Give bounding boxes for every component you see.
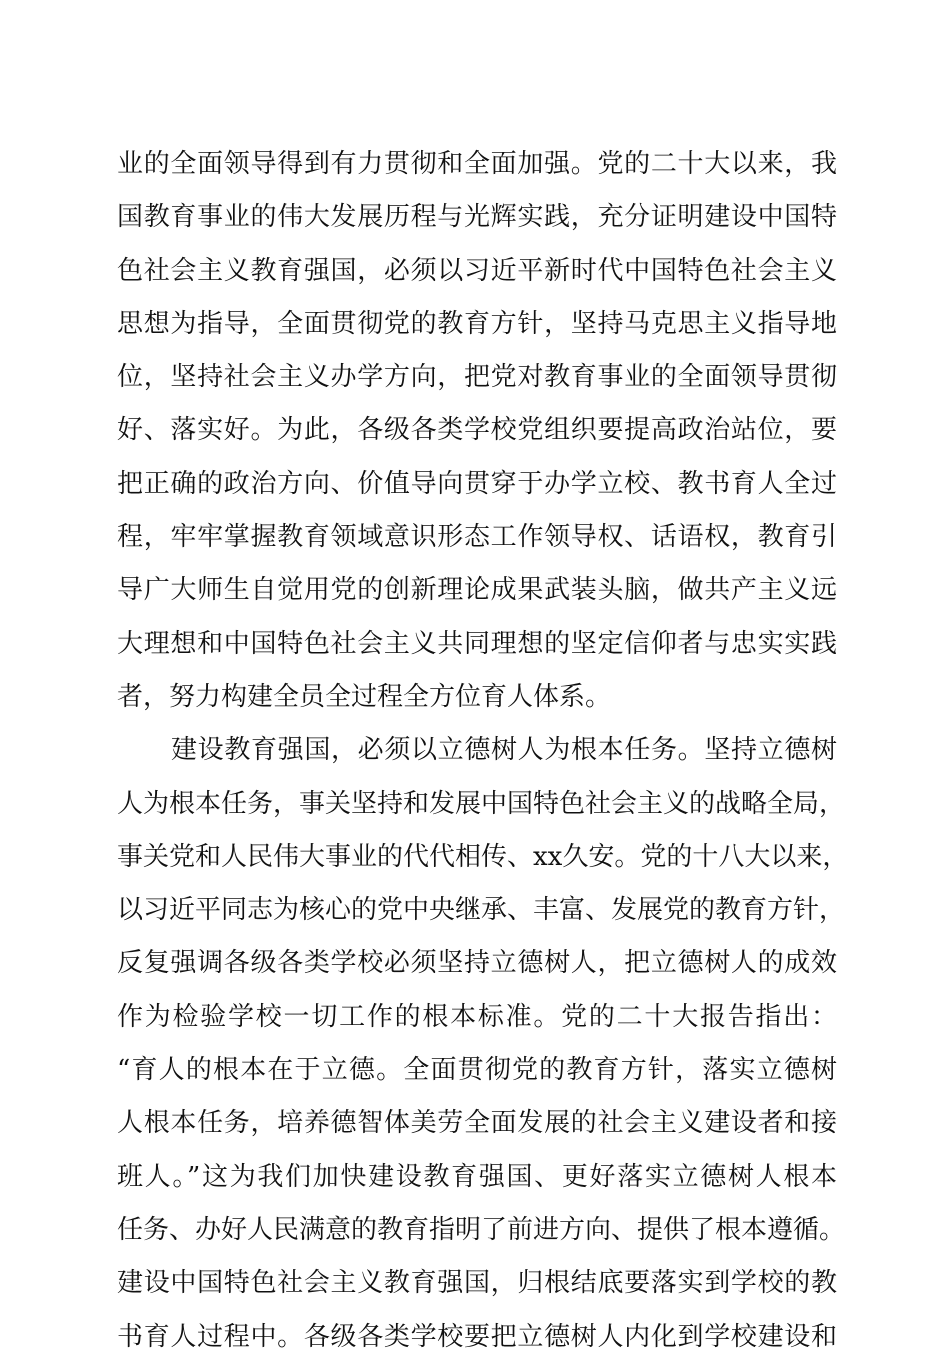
text-line: 任务、办好人民满意的教育指明了前进方向、提供了根本遵循。 bbox=[117, 1214, 846, 1245]
text-line: 人为根本任务，事关坚持和发展中国特色社会主义的战略全局， bbox=[117, 788, 846, 819]
text-line: 作为检验学校一切工作的根本标准。党的二十大报告指出： bbox=[117, 1001, 837, 1032]
text-line: 把正确的政治方向、价值导向贯穿于办学立校、教书育人全过 bbox=[117, 468, 837, 499]
text-line: 思想为指导，全面贯彻党的教育方针，坚持马克思主义指导地 bbox=[117, 308, 837, 339]
text-line: 色社会主义教育强国，必须以习近平新时代中国特色社会主义 bbox=[117, 255, 837, 286]
text-line: 班人。”这为我们加快建设教育强国、更好落实立德树人根本 bbox=[117, 1161, 837, 1192]
text-line: 建设中国特色社会主义教育强国，归根结底要落实到学校的教 bbox=[117, 1268, 837, 1299]
text-line: 好、落实好。为此，各级各类学校党组织要提高政治站位，要 bbox=[117, 415, 837, 446]
text-line: 位，坚持社会主义办学方向，把党对教育事业的全面领导贯彻 bbox=[117, 362, 837, 393]
text-line: 大理想和中国特色社会主义共同理想的坚定信仰者与忠实实践 bbox=[117, 628, 837, 659]
text-line: 人根本任务，培养德智体美劳全面发展的社会主义建设者和接 bbox=[117, 1108, 837, 1139]
text-line: 事关党和人民伟大事业的代代相传、xx久安。党的十八大以来， bbox=[117, 841, 849, 872]
text-line: 业的全面领导得到有力贯彻和全面加强。党的二十大以来，我 bbox=[117, 149, 837, 179]
paragraph-last-line: 者，努力构建全员全过程全方位育人体系。 bbox=[117, 681, 612, 712]
paragraph-first-line: 建设教育强国，必须以立德树人为根本任务。坚持立德树 bbox=[171, 735, 837, 766]
text-line: 书育人过程中。各级各类学校要把立德树人内化到学校建设和 bbox=[117, 1321, 837, 1352]
text-line: 导广大师生自觉用党的创新理论成果武装头脑，做共产主义远 bbox=[117, 575, 837, 606]
text-line: 国教育事业的伟大发展历程与光辉实践，充分证明建设中国特 bbox=[117, 202, 837, 233]
text-line: 反复强调各级各类学校必须坚持立德树人，把立德树人的成效 bbox=[117, 948, 837, 979]
body-text bbox=[117, 138, 849, 1364]
text-line: 以习近平同志为核心的党中央继承、丰富、发展党的教育方针， bbox=[117, 895, 846, 926]
text-line: “育人的根本在于立德。全面贯彻党的教育方针，落实立德树 bbox=[117, 1055, 837, 1086]
text-line: 程，牢牢掌握教育领域意识形态工作领导权、话语权，教育引 bbox=[117, 522, 837, 553]
